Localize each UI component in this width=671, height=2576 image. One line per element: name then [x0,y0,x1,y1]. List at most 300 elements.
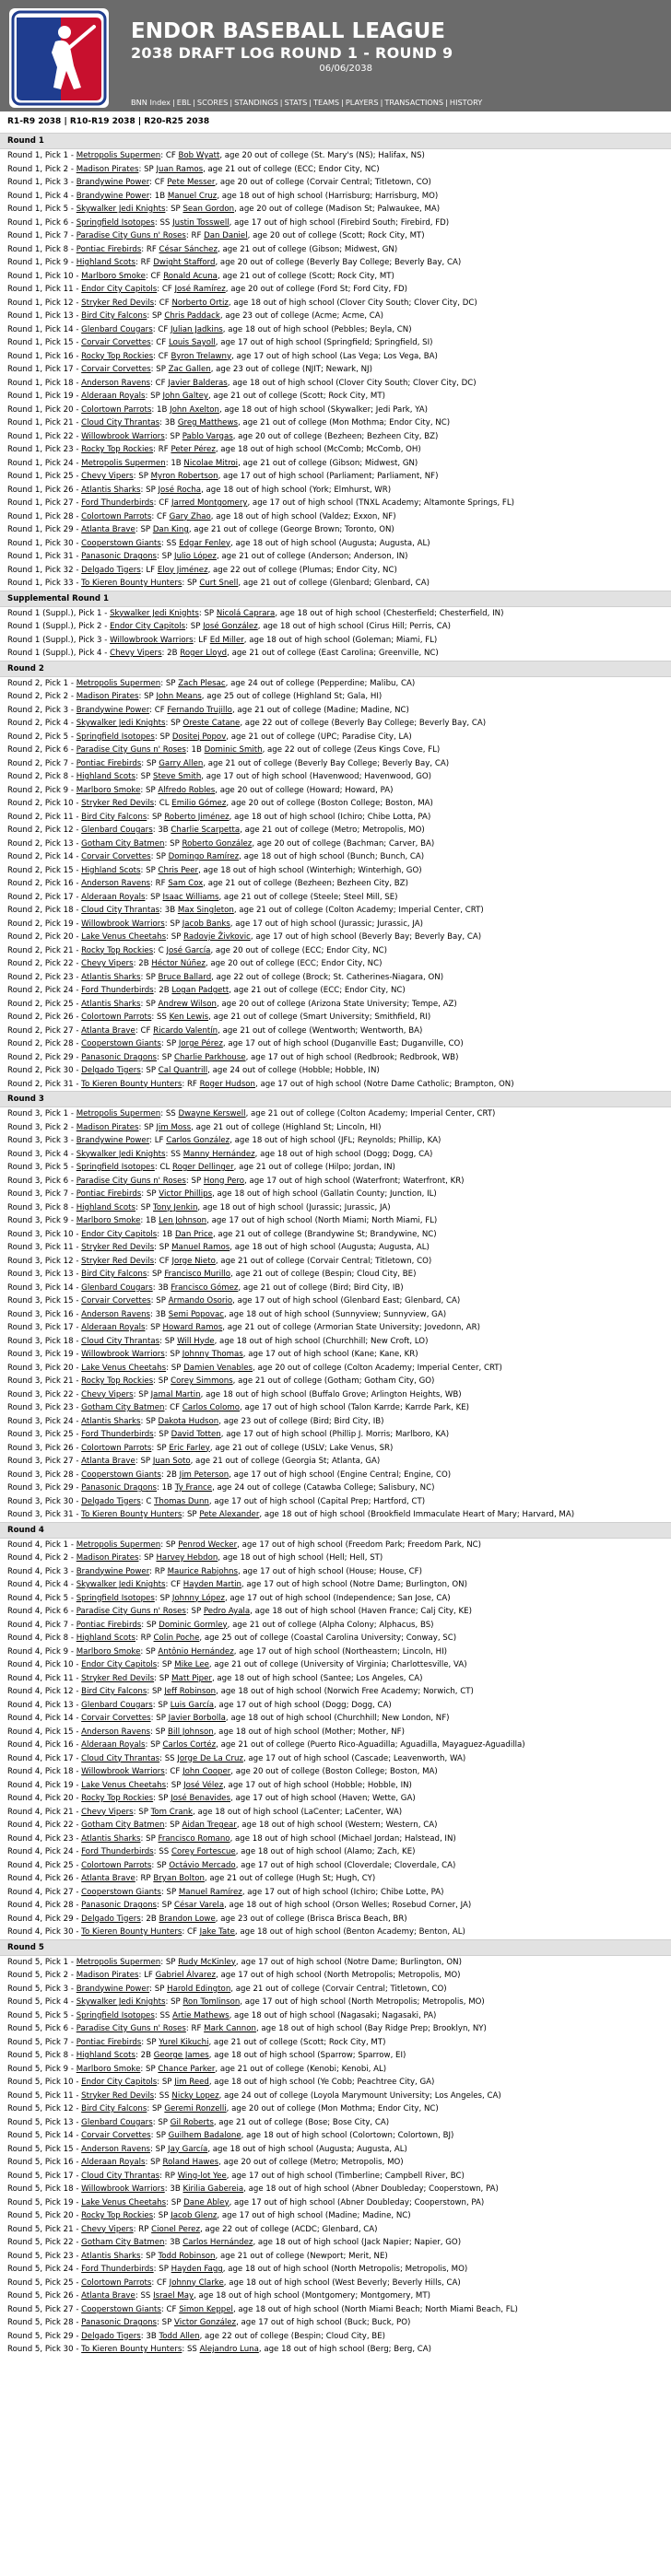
player-link[interactable]: Francisco Murillo [164,1270,231,1279]
player-link[interactable]: Pablo Vargas [182,431,233,441]
player-link[interactable]: Norberto Ortiz [171,298,229,308]
player-link[interactable]: Jay García [168,2144,208,2154]
player-link[interactable]: John Galtey [162,392,208,401]
team-link[interactable]: Brandywine Power [76,705,150,715]
player-link[interactable]: Harvey Hebdon [156,1553,218,1563]
player-link[interactable]: José García [166,945,211,955]
player-link[interactable]: Nicolae Mitroi [183,458,239,468]
team-link[interactable]: Cloud City Thrantas [81,1336,160,1346]
player-link[interactable]: Howard Ramos [162,1323,223,1332]
team-link[interactable]: Lake Venus Cheetahs [81,932,167,942]
team-link[interactable]: Colortown Parrots [81,404,152,415]
team-link[interactable]: Anderson Ravens [81,1309,151,1319]
team-link[interactable]: Atlantis Sharks [81,1833,141,1844]
player-link[interactable]: Ken Lewis [169,1013,209,1022]
player-link[interactable]: Harold Edington [167,1984,231,1994]
player-link[interactable]: Jim Moss [156,1122,192,1132]
player-link[interactable]: Victor González [174,2318,237,2327]
nav-link-scores[interactable]: SCORES [196,98,229,107]
player-link[interactable]: Bruce Ballard [158,972,212,982]
player-link[interactable]: Tony Jenkin [153,1202,198,1212]
team-link[interactable]: Metropolis Supermen [76,1957,161,1967]
player-link[interactable]: Manuel Ramos [171,1243,230,1252]
team-link[interactable]: Atlantis Sharks [81,2251,141,2261]
player-link[interactable]: Johnny López [171,1593,225,1603]
player-link[interactable]: Juan Soto [152,1457,191,1466]
team-link[interactable]: Paradise City Guns n' Roses [76,1607,186,1616]
team-link[interactable]: Highland Scots [76,1633,136,1643]
team-link[interactable]: Pontiac Firebirds [76,2037,142,2047]
player-link[interactable]: Dan King [152,525,189,534]
player-link[interactable]: Steve Smith [153,772,202,781]
team-link[interactable]: Endor City Capitols [81,1660,158,1669]
team-link[interactable]: Ford Thunderbirds [81,498,154,508]
team-link[interactable]: Pontiac Firebirds [76,244,142,254]
player-link[interactable]: Maurice Rabjohns [167,1566,238,1576]
player-link[interactable]: Sam Cox [168,879,204,888]
player-link[interactable]: Edgar Fenley [179,538,231,548]
team-link[interactable]: Madison Pirates [76,692,139,701]
player-link[interactable]: Aidan Tregear [182,1821,237,1830]
player-link[interactable]: Damien Venables [183,1363,253,1373]
player-link[interactable]: Louis Sayoll [168,338,216,347]
team-link[interactable]: Cooperstown Giants [81,1469,161,1480]
player-link[interactable]: Yurel Kikuchi [159,2037,209,2047]
player-link[interactable]: Chris Peer [158,865,199,875]
round-range-link[interactable]: R10-R19 2038 [69,117,135,126]
nav-link-bnn-index[interactable]: BNN Index [131,98,171,107]
team-link[interactable]: Corvair Corvettes [81,852,151,861]
player-link[interactable]: Charlie Scarpetta [171,825,241,835]
team-link[interactable]: Rocky Top Rockies [81,351,154,361]
team-link[interactable]: Metropolis Supermen [76,1109,161,1118]
team-link[interactable]: Chevy Vipers [81,1807,134,1817]
player-link[interactable]: Dakota Hudson [158,1416,219,1426]
player-link[interactable]: Pete Messer [167,178,216,187]
team-link[interactable]: Stryker Red Devils [81,2090,155,2101]
player-link[interactable]: Matt Piper [171,1673,212,1683]
nav-link-players[interactable]: PLAYERS [345,98,379,107]
player-link[interactable]: Francisco Romano [158,1833,230,1844]
team-link[interactable]: Alderaan Royals [81,2158,146,2167]
player-link[interactable]: Dan Daniel [204,231,248,240]
player-link[interactable]: Byron Trelawny [171,351,232,361]
player-link[interactable]: Charlie Parkhouse [174,1052,246,1062]
team-link[interactable]: Chevy Vipers [81,2224,134,2234]
player-link[interactable]: Peter Pérez [171,445,216,454]
player-link[interactable]: Thomas Dunn [154,1496,209,1506]
team-link[interactable]: Alderaan Royals [81,1323,146,1332]
player-link[interactable]: Todd Robinson [158,2251,216,2261]
player-link[interactable]: Roland Hawes [162,2158,219,2167]
player-link[interactable]: Tom Crank [150,1807,194,1817]
team-link[interactable]: Skywalker Jedi Knights [76,205,166,214]
player-link[interactable]: Johnny Clarke [169,2277,224,2288]
player-link[interactable]: Todd Allen [159,2331,200,2341]
team-link[interactable]: Brandywine Power [76,191,150,201]
player-link[interactable]: Max Singleton [177,906,234,915]
player-link[interactable]: Roger Lloyd [180,649,228,658]
team-link[interactable]: Atlantis Sharks [81,972,141,982]
player-link[interactable]: Jacob Banks [182,919,230,929]
team-link[interactable]: Endor City Capitols [81,2078,158,2087]
player-link[interactable]: Eloy Jiménez [157,565,208,575]
team-link[interactable]: Skywalker Jedi Knights [76,1997,166,2007]
team-link[interactable]: To Kieren Bounty Hunters [81,1510,182,1519]
player-link[interactable]: Carlos González [166,1136,230,1145]
team-link[interactable]: Stryker Red Devils [81,298,155,308]
team-link[interactable]: Ford Thunderbirds [81,986,154,995]
player-link[interactable]: Greg Matthews [177,418,238,427]
player-link[interactable]: Francisco Gómez [171,1282,239,1293]
player-link[interactable]: Gil Roberts [170,2117,214,2127]
team-link[interactable]: Skywalker Jedi Knights [110,608,199,618]
team-link[interactable]: Metropolis Supermen [76,151,161,160]
player-link[interactable]: Héctor Núñez [151,959,206,968]
player-link[interactable]: Israel May [153,2291,194,2301]
nav-link-history[interactable]: HISTORY [449,98,483,107]
team-link[interactable]: Highland Scots [76,772,136,781]
round-range-link[interactable]: R20-R25 2038 [144,117,210,126]
team-link[interactable]: Stryker Red Devils [81,1256,155,1266]
team-link[interactable]: Cooperstown Giants [81,1887,161,1897]
team-link[interactable]: Bird City Falcons [81,2104,147,2113]
team-link[interactable]: Cooperstown Giants [81,538,161,548]
player-link[interactable]: Ed Miller [209,635,244,645]
team-link[interactable]: Atlantis Sharks [81,1416,141,1426]
player-link[interactable]: Sean Gordon [182,205,235,214]
team-link[interactable]: Corvair Corvettes [81,365,151,374]
player-link[interactable]: David Totten [171,1430,221,1439]
team-link[interactable]: Colortown Parrots [81,1860,152,1870]
team-link[interactable]: Ford Thunderbirds [81,1430,154,1439]
team-link[interactable]: To Kieren Bounty Hunters [81,2345,182,2354]
team-link[interactable]: Bird City Falcons [81,812,147,822]
player-link[interactable]: Pedro Ayala [203,1607,251,1616]
player-link[interactable]: Zach Plesac [178,678,226,688]
player-link[interactable]: Cionel Perez [151,2224,200,2234]
player-link[interactable]: Mark Cannon [204,2024,256,2033]
player-link[interactable]: José González [203,622,258,631]
team-link[interactable]: Alderaan Royals [81,892,146,902]
team-link[interactable]: Chevy Vipers [81,959,134,968]
player-link[interactable]: Dwight Stafford [153,258,216,267]
team-link[interactable]: Marlboro Smoke [76,1216,141,1225]
player-link[interactable]: Logan Padgett [171,986,230,995]
player-link[interactable]: John Means [156,692,202,701]
team-link[interactable]: Atlantis Sharks [81,485,141,495]
player-link[interactable]: Alfredo Robles [158,785,216,795]
team-link[interactable]: Corvair Corvettes [81,2131,151,2140]
player-link[interactable]: Corey Simmons [171,1376,233,1386]
team-link[interactable]: Madison Pirates [76,1553,139,1563]
team-link[interactable]: Delgado Tigers [81,1496,141,1506]
player-link[interactable]: Garry Allen [159,758,204,768]
team-link[interactable]: Stryker Red Devils [81,1673,155,1683]
team-link[interactable]: Cloud City Thrantas [81,2171,160,2181]
player-link[interactable]: Alejandro Luna [199,2345,259,2354]
player-link[interactable]: Domingo Ramírez [168,852,240,861]
player-link[interactable]: Roberto Jiménez [164,812,230,822]
player-link[interactable]: Julio López [174,552,217,561]
player-link[interactable]: Isaac Williams [162,892,219,902]
team-link[interactable]: Madison Pirates [76,1122,139,1132]
team-link[interactable]: Highland Scots [76,1202,136,1212]
team-link[interactable]: Atlanta Brave [81,1025,135,1036]
team-link[interactable]: Madison Pirates [76,1971,139,1980]
player-link[interactable]: Carlos Hernández [182,2238,253,2247]
team-link[interactable]: Lake Venus Cheetahs [81,2197,167,2207]
player-link[interactable]: Ronald Acuna [163,271,218,281]
player-link[interactable]: César Varela [174,1901,225,1910]
team-link[interactable]: Lake Venus Cheetahs [81,1363,167,1373]
team-link[interactable]: Springfield Isotopes [76,217,155,228]
team-link[interactable]: Marlboro Smoke [76,2064,141,2074]
player-link[interactable]: Jake Tate [199,1927,235,1937]
player-link[interactable]: Juan Ramos [156,164,204,174]
player-link[interactable]: Roger Hudson [199,1079,256,1089]
player-link[interactable]: Chance Parker [158,2064,216,2074]
player-link[interactable]: Manny Hernández [182,1149,255,1159]
player-link[interactable]: César Sánchez [159,244,218,254]
player-link[interactable]: Andrew Wilson [158,999,217,1009]
team-link[interactable]: Atlanta Brave [81,525,135,534]
team-link[interactable]: Anderson Ravens [81,378,151,388]
team-link[interactable]: Pontiac Firebirds [76,1620,142,1630]
player-link[interactable]: Penrod Wecker [178,1540,238,1550]
player-link[interactable]: Geremi Ronzelli [164,2104,227,2113]
player-link[interactable]: Jarred Montgomery [171,498,248,508]
team-link[interactable]: Corvair Corvettes [81,1296,151,1306]
team-link[interactable]: Brandywine Power [76,1566,150,1576]
player-link[interactable]: Brandon Lowe [159,1914,216,1924]
player-link[interactable]: José Ramírez [174,285,226,294]
team-link[interactable]: Colortown Parrots [81,1443,152,1453]
team-link[interactable]: Rocky Top Rockies [81,1376,154,1386]
player-link[interactable]: Javier Balderas [168,378,228,388]
team-link[interactable]: Rocky Top Rockies [81,945,154,955]
player-link[interactable]: Manuel Ramírez [178,1887,242,1897]
nav-link-teams[interactable]: TEAMS [313,98,340,107]
player-link[interactable]: Manuel Cruz [167,191,218,201]
team-link[interactable]: Cloud City Thrantas [81,906,160,915]
team-link[interactable]: Bird City Falcons [81,1270,147,1279]
team-link[interactable]: To Kieren Bounty Hunters [81,579,182,588]
player-link[interactable]: Myron Robertson [150,472,218,481]
team-link[interactable]: Paradise City Guns n' Roses [76,2024,186,2033]
player-link[interactable]: Gary Zhao [169,511,211,521]
player-link[interactable]: Roberto González [182,838,253,849]
team-link[interactable]: Pontiac Firebirds [76,758,142,768]
player-link[interactable]: Colin Poche [153,1633,200,1643]
player-link[interactable]: Ty France [174,1483,213,1493]
team-link[interactable]: Alderaan Royals [81,392,146,401]
team-link[interactable]: Highland Scots [81,865,141,875]
nav-link-ebl[interactable]: EBL [176,98,192,107]
player-link[interactable]: Guilhem Badalone [168,2131,241,2140]
player-link[interactable]: Emilio Gómez [171,799,227,808]
player-link[interactable]: Roger Dellinger [171,1163,234,1172]
team-link[interactable]: Delgado Tigers [81,565,141,575]
player-link[interactable]: Radovje Živkovic [183,932,251,942]
team-link[interactable]: Ford Thunderbirds [81,2265,154,2274]
team-link[interactable]: Anderson Ravens [81,879,151,888]
team-link[interactable]: Colortown Parrots [81,1013,152,1022]
player-link[interactable]: Semi Popovac [168,1309,224,1319]
player-link[interactable]: Armando Osorio [168,1296,233,1306]
nav-link-standings[interactable]: STANDINGS [234,98,278,107]
team-link[interactable]: Delgado Tigers [81,1914,141,1924]
player-link[interactable]: Zac Gallen [168,365,211,374]
player-link[interactable]: Dominic Gormley [159,1620,228,1630]
team-link[interactable]: Paradise City Guns n' Roses [76,231,186,240]
team-link[interactable]: Atlantis Sharks [81,999,141,1009]
team-link[interactable]: Lake Venus Cheetahs [81,1780,167,1790]
team-link[interactable]: Bird City Falcons [81,311,147,321]
team-link[interactable]: Colortown Parrots [81,511,152,521]
team-link[interactable]: Glenbard Cougars [81,1282,153,1293]
team-link[interactable]: Chevy Vipers [81,472,134,481]
player-link[interactable]: Simon Keppel [179,2304,233,2314]
player-link[interactable]: George James [153,2051,209,2060]
team-link[interactable]: Metropolis Supermen [76,678,161,688]
player-link[interactable]: José Benavides [171,1794,231,1803]
player-link[interactable]: Hayden Martin [182,1580,241,1589]
team-link[interactable]: Marlboro Smoke [76,1646,141,1657]
player-link[interactable]: Jorge Nieto [171,1256,216,1266]
team-link[interactable]: Gotham City Batmen [81,2238,165,2247]
team-link[interactable]: Brandywine Power [76,1136,150,1145]
player-link[interactable]: John Cooper [182,1767,231,1776]
player-link[interactable]: Antônio Hernández [158,1646,234,1657]
player-link[interactable]: Cal Quantrill [158,1066,208,1075]
team-link[interactable]: Panasonic Dragons [81,1052,158,1062]
player-link[interactable]: Jorge Pérez [178,1039,223,1048]
team-link[interactable]: Paradise City Guns n' Roses [76,1176,186,1186]
team-link[interactable]: Willowbrook Warriors [81,919,165,929]
team-link[interactable]: Cooperstown Giants [81,1039,161,1048]
player-link[interactable]: Len Johnson [159,1216,207,1225]
player-link[interactable]: Jorge De La Cruz [177,1753,243,1763]
player-link[interactable]: Gabriel Álvarez [155,1971,217,1980]
team-link[interactable]: Pontiac Firebirds [76,1189,142,1199]
team-link[interactable]: Skywalker Jedi Knights [76,1580,166,1589]
player-link[interactable]: Dositej Popov [171,732,227,742]
team-link[interactable]: Anderson Ravens [81,1727,151,1737]
player-link[interactable]: Ricardo Valentín [153,1025,218,1036]
player-link[interactable]: Kirilia Gabereia [182,2184,244,2194]
team-link[interactable]: Cloud City Thrantas [81,418,160,427]
player-link[interactable]: Dominic Smith [204,745,263,755]
team-link[interactable]: Atlanta Brave [81,1874,135,1883]
team-link[interactable]: Gotham City Batmen [81,1403,165,1412]
player-link[interactable]: Hayden Fagg [171,2265,223,2274]
team-link[interactable]: Paradise City Guns n' Roses [76,745,186,755]
player-link[interactable]: Jacob Glenz [171,2211,218,2220]
team-link[interactable]: Cloud City Thrantas [81,1753,160,1763]
player-link[interactable]: Johnny Thomas [182,1350,243,1359]
team-link[interactable]: Panasonic Dragons [81,1483,158,1493]
team-link[interactable]: Willowbrook Warriors [81,2184,165,2194]
team-link[interactable]: Highland Scots [76,2051,136,2060]
player-link[interactable]: Dan Price [174,1229,213,1239]
team-link[interactable]: Springfield Isotopes [76,2010,155,2020]
nav-link-transactions[interactable]: TRANSACTIONS [384,98,444,107]
team-link[interactable]: Bird City Falcons [81,1687,147,1696]
team-link[interactable]: Ford Thunderbirds [81,1847,154,1856]
team-link[interactable]: Chevy Vipers [81,1389,134,1399]
player-link[interactable]: Dwayne Kerswell [178,1109,246,1118]
team-link[interactable]: Springfield Isotopes [76,1163,155,1172]
player-link[interactable]: Chris Paddack [164,311,220,321]
player-link[interactable]: John Axelton [170,404,219,415]
team-link[interactable]: Panasonic Dragons [81,1901,158,1910]
team-link[interactable]: Endor City Capitols [110,622,186,631]
team-link[interactable]: Highland Scots [76,258,136,267]
player-link[interactable]: Wing-lot Yee [177,2171,227,2181]
team-link[interactable]: To Kieren Bounty Hunters [81,1927,182,1937]
player-link[interactable]: Fernando Trujillo [167,705,232,715]
player-link[interactable]: Justin Tosswell [172,217,230,228]
team-link[interactable]: Anderson Ravens [81,2144,151,2154]
nav-link-stats[interactable]: STATS [284,98,308,107]
player-link[interactable]: José Vélez [183,1780,224,1790]
team-link[interactable]: Colortown Parrots [81,2277,152,2288]
team-link[interactable]: Chevy Vipers [110,649,162,658]
team-link[interactable]: Metropolis Supermen [76,1540,161,1550]
team-link[interactable]: Glenbard Cougars [81,825,153,835]
team-link[interactable]: Metropolis Supermen [81,458,166,468]
team-link[interactable]: Corvair Corvettes [81,338,151,347]
team-link[interactable]: Panasonic Dragons [81,552,158,561]
team-link[interactable]: Gotham City Batmen [81,838,165,849]
team-link[interactable]: Marlboro Smoke [81,271,146,281]
player-link[interactable]: Octávio Mercado [169,1860,236,1870]
player-link[interactable]: Victor Phillips [159,1189,213,1199]
team-link[interactable]: Cooperstown Giants [81,2304,161,2314]
player-link[interactable]: Carlos Colomo [182,1403,240,1412]
team-link[interactable]: Rocky Top Rockies [81,2211,154,2220]
player-link[interactable]: Bill Johnson [168,1727,214,1737]
team-link[interactable]: Springfield Isotopes [76,1593,155,1603]
player-link[interactable]: Jeff Robinson [164,1687,217,1696]
team-link[interactable]: Panasonic Dragons [81,2318,158,2327]
player-link[interactable]: Bryan Bolton [153,1874,205,1883]
player-link[interactable]: Nicolá Caprara [216,608,276,618]
team-link[interactable]: Brandywine Power [76,178,150,187]
team-link[interactable]: Glenbard Cougars [81,2117,153,2127]
team-link[interactable]: To Kieren Bounty Hunters [81,1079,182,1089]
team-link[interactable]: Endor City Capitols [81,1229,158,1239]
team-link[interactable]: Skywalker Jedi Knights [76,719,166,728]
team-link[interactable]: Rocky Top Rockies [81,1794,154,1803]
team-link[interactable]: Alderaan Royals [81,1740,146,1750]
player-link[interactable]: Will Hyde [177,1336,215,1346]
player-link[interactable]: Jim Peterson [179,1469,230,1480]
team-link[interactable]: Marlboro Smoke [76,785,141,795]
team-link[interactable]: Skywalker Jedi Knights [76,1149,166,1159]
team-link[interactable]: Glenbard Cougars [81,324,153,334]
round-range-link[interactable]: R1-R9 2038 [7,117,62,126]
team-link[interactable]: Endor City Capitols [81,285,158,294]
team-link[interactable]: Corvair Corvettes [81,1714,151,1723]
team-link[interactable]: Rocky Top Rockies [81,445,154,454]
player-link[interactable]: Jim Reed [174,2078,209,2087]
team-link[interactable]: Willowbrook Warriors [110,635,194,645]
player-link[interactable]: Eric Farley [169,1443,210,1453]
player-link[interactable]: Julian Jadkins [171,324,223,334]
team-link[interactable]: Brandywine Power [76,1984,150,1994]
